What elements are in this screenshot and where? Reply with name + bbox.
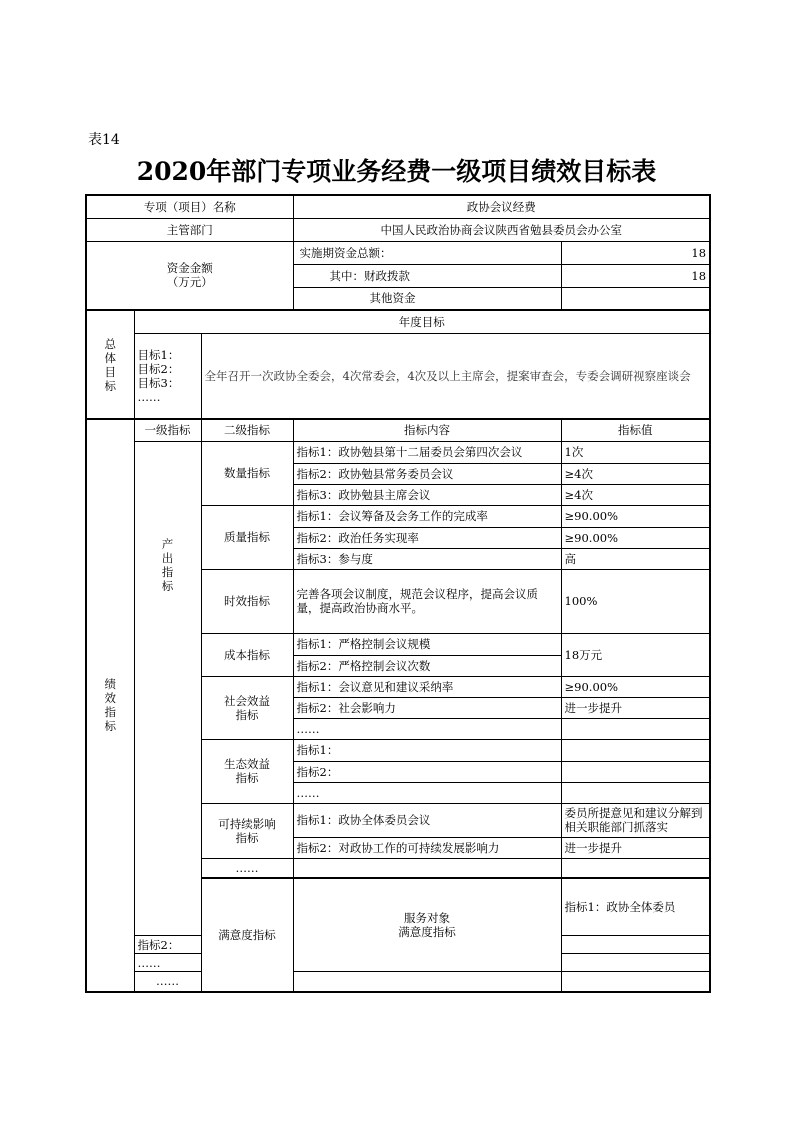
quantity-row-2-content: 指标2：政协勉县常务委员会议 xyxy=(293,463,561,484)
service-row-3-content: …… xyxy=(134,954,201,972)
annual-target-header: 年度目标 xyxy=(134,310,710,333)
goals-text: 全年召开一次政协全委会，4次常委会，4次及以上主席会，提案审查会，专委会调研视察座谈会 xyxy=(201,333,710,419)
col-content: 指标内容 xyxy=(293,419,561,441)
quantity-label: 数量指标 xyxy=(201,441,293,505)
funds-label-text: 资金金额 xyxy=(166,261,213,276)
social-row-2-content: 指标2：社会影响力 xyxy=(293,697,561,718)
quantity-row-1-value: 1次 xyxy=(561,441,710,463)
funds-label xyxy=(86,241,293,310)
timeliness-content: 完善各项会议制度，规范会议程序，提高会议质量，提高政治协商水平。 xyxy=(293,569,561,633)
social-row-2-value: 进一步提升 xyxy=(561,697,710,718)
funds-unit: （万元） xyxy=(166,275,213,290)
funds-other-value xyxy=(561,287,710,310)
quantity-row-3-value: ≥4次 xyxy=(561,484,710,505)
service-label: 服务对象 满意度指标 xyxy=(293,878,561,972)
timeliness-value: 100% xyxy=(561,569,710,633)
col-value: 指标值 xyxy=(561,419,710,441)
cost-label: 成本指标 xyxy=(201,633,293,676)
quantity-row-3-content: 指标3：政协勉县主席会议 xyxy=(293,484,561,505)
quality-row-3-content: 指标3：参与度 xyxy=(293,548,561,569)
cost-row-1-content: 指标1：严格控制会议规模 xyxy=(293,633,561,655)
cost-row-2-content: 指标2：严格控制会议次数 xyxy=(293,655,561,676)
social-row-1-value: ≥90.00% xyxy=(561,676,710,697)
sustain-row-1-content: 指标1：政协全体委员会议 xyxy=(293,803,561,837)
output-indicator-label: 产 出 指 标 xyxy=(134,441,201,936)
service-row-1-content: 指标1：政协全体委员 xyxy=(561,878,710,936)
satisfaction-more: …… xyxy=(134,972,201,992)
performance-target-table xyxy=(85,194,711,993)
service-row-3-value xyxy=(561,954,710,972)
col-level1: 一级指标 xyxy=(134,419,201,441)
quality-row-2-value: ≥90.00% xyxy=(561,527,710,548)
funds-total-value: 18 xyxy=(561,241,710,264)
service-row-2-value xyxy=(561,936,710,954)
output-more-value xyxy=(561,858,710,878)
dept-value: 中国人民政治协商会议陕西省勉县委员会办公室 xyxy=(293,218,710,241)
satisfaction-indicator-label: 满意度指标 xyxy=(201,878,293,992)
ecology-row-3-content: …… xyxy=(293,782,561,803)
satisfaction-more-content xyxy=(293,972,561,992)
ecology-row-2-content: 指标2： xyxy=(293,761,561,782)
sustain-row-2-content: 指标2：对政协工作的可持续发展影响力 xyxy=(293,837,561,858)
funds-other-label: 其他资金 xyxy=(293,287,561,310)
quality-label: 质量指标 xyxy=(201,505,293,569)
sustain-row-1-value: 委员所提意见和建议分解到相关职能部门抓落实 xyxy=(561,803,710,837)
social-row-3-value xyxy=(561,718,710,739)
funds-fiscal-label: 其中：财政拨款 xyxy=(293,264,561,287)
output-more-content xyxy=(293,858,561,878)
service-row-2-content: 指标2： xyxy=(134,936,201,954)
social-row-3-content: …… xyxy=(293,718,561,739)
ecology-row-1-value xyxy=(561,739,710,761)
table-number: 表14 xyxy=(88,132,120,148)
ecology-row-2-value xyxy=(561,761,710,782)
satisfaction-more-value xyxy=(561,972,710,992)
quality-row-2-content: 指标2：政治任务实现率 xyxy=(293,527,561,548)
social-label: 社会效益 指标 xyxy=(201,676,293,739)
quantity-row-2-value: ≥4次 xyxy=(561,463,710,484)
project-name-label: 专项（项目）名称 xyxy=(86,195,293,218)
perf-indicator-label: 绩 效 指 标 xyxy=(86,419,134,992)
funds-total-label: 实施期资金总额： xyxy=(293,241,561,264)
cost-value: 18万元 xyxy=(561,633,710,676)
goals-label: 目标1： 目标2： 目标3： …… xyxy=(134,333,201,419)
quality-row-1-value: ≥90.00% xyxy=(561,505,710,527)
output-more: …… xyxy=(201,858,293,878)
sustain-label: 可持续影响 指标 xyxy=(201,803,293,858)
quality-row-1-content: 指标1：会议筹备及会务工作的完成率 xyxy=(293,505,561,527)
funds-fiscal-value: 18 xyxy=(561,264,710,287)
page-title: 2020年部门专项业务经费一级项目绩效目标表 xyxy=(136,157,657,186)
timeliness-label: 时效指标 xyxy=(201,569,293,633)
social-row-1-content: 指标1：会议意见和建议采纳率 xyxy=(293,676,561,697)
project-name-value: 政协会议经费 xyxy=(293,195,710,218)
sustain-row-2-value: 进一步提升 xyxy=(561,837,710,858)
dept-label: 主管部门 xyxy=(86,218,293,241)
ecology-row-3-value xyxy=(561,782,710,803)
quantity-row-1-content: 指标1：政协勉县第十二届委员会第四次会议 xyxy=(293,441,561,463)
overall-target-label: 总 体 目 标 xyxy=(86,310,134,419)
col-level2: 二级指标 xyxy=(201,419,293,441)
quality-row-3-value: 高 xyxy=(561,548,710,569)
ecology-label: 生态效益 指标 xyxy=(201,739,293,803)
ecology-row-1-content: 指标1： xyxy=(293,739,561,761)
